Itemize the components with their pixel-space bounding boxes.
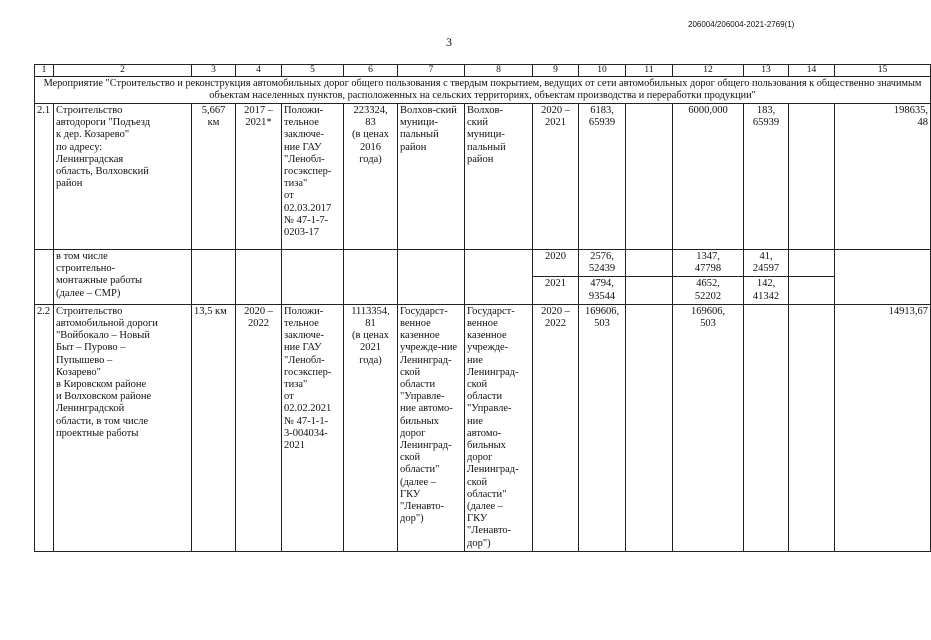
value-col11 [626,304,673,551]
value-col11 [626,250,673,277]
value-col15: 198635, 48 [835,104,931,250]
table-row-smr-2020 [35,250,931,277]
value-col14 [789,104,835,250]
value-col12: 6000,000 [673,104,744,250]
value-col11 [626,277,673,304]
table-row-2-1 [35,104,931,250]
smr-year: 2021 [533,277,579,304]
column-header: 4 [236,65,282,77]
value-col13: 183, 65939 [744,104,789,250]
customer: Волхов-ский муници- пальный район [398,104,465,250]
section-title-row [35,77,931,104]
value-col10: 4794, 93544 [579,277,626,304]
cell [236,250,282,305]
value-col12: 169606, 503 [673,304,744,551]
value-col10: 169606, 503 [579,304,626,551]
column-header: 6 [344,65,398,77]
value-col10: 2576, 52439 [579,250,626,277]
column-header: 3 [192,65,236,77]
object-name: Строительство автодороги "Подъезд к дер. Козарево" по адресу: Ленинградская область, Волховский район [54,104,192,250]
page-number: 3 [446,35,452,49]
cell [282,250,344,305]
document-number: 206004/206004-2021-2769(1) [688,20,795,29]
column-header: 1 [35,65,54,77]
cell [465,250,533,305]
value-col12: 1347, 47798 [673,250,744,277]
value-col14 [789,250,835,277]
estimated-cost: 223324, 83 (в ценах 2016 года) [344,104,398,250]
column-header: 12 [673,65,744,77]
table-row-2-2 [35,304,931,551]
row-number: 2.2 [35,304,54,551]
cell [344,250,398,305]
value-col11 [626,104,673,250]
estimated-cost: 1113354, 81 (в ценах 2021 года) [344,304,398,551]
value-col14 [789,304,835,551]
implementation-period: 2020 – 2022 [533,304,579,551]
expert-conclusion: Положи- тельное заключе- ние ГАУ "Ленобл- госэкспер- тиза" от 02.02.2021 № 47-1-1- 3-004034- 2021 [282,304,344,551]
column-header: 13 [744,65,789,77]
column-header: 9 [533,65,579,77]
value-col15: 14913,67 [835,304,931,551]
expert-conclusion: Положи- тельное заключе- ние ГАУ "Ленобл- госэкспер- тиза" от 02.03.2017 № 47-1-7- 0203-17 [282,104,344,250]
value-col13: 142, 41342 [744,277,789,304]
construction-years: 2020 – 2022 [236,304,282,551]
value-col15 [835,250,931,305]
cell [192,250,236,305]
cell [398,250,465,305]
construction-years: 2017 – 2021* [236,104,282,250]
column-header: 5 [282,65,344,77]
program-table [34,64,931,552]
column-header: 7 [398,65,465,77]
value-col14 [789,277,835,304]
value-col13: 41, 24597 [744,250,789,277]
column-header: 2 [54,65,192,77]
column-header: 14 [789,65,835,77]
value-col12: 4652, 52202 [673,277,744,304]
object-name: Строительство автомобильной дороги "Войбокало – Новый Быт – Пурово – Пупышево – Козарево" в Кировском районе и Волховском районе Ленинградской области, в том числе проектные работы [54,304,192,551]
row-number [35,250,54,305]
smr-year: 2020 [533,250,579,277]
road-length: 13,5 км [192,304,236,551]
value-col13 [744,304,789,551]
row-number: 2.1 [35,104,54,250]
developer: Государст- венное казенное учрежде- ние Ленинград- ской области "Управле- ние автомо- бильных дорог Ленинград- ской области" (далее – ГКУ "Ленавто- дор") [465,304,533,551]
implementation-period: 2020 – 2021 [533,104,579,250]
smr-label: в том числе строительно- монтажные работы (далее – СМР) [54,250,192,305]
column-header: 11 [626,65,673,77]
customer: Государст- венное казенное учрежде-ние Ленинград- ской области "Управле- ние автомо- бильных дорог Ленинград- ской области" (далее – ГКУ "Ленавто- дор") [398,304,465,551]
column-number-row [35,65,931,77]
road-length: 5,667 км [192,104,236,250]
column-header: 15 [835,65,931,77]
column-header: 10 [579,65,626,77]
column-header: 8 [465,65,533,77]
developer: Волхов- ский муници- пальный район [465,104,533,250]
section-title: Мероприятие "Строительство и реконструкция автомобильных дорог общего пользования с твердым покрытием, ведущих от сети автомобильных дорог общего пользования к общественно значимым объектам населенных пунктов, расположенных на сельских территориях, объектам производства и переработки продукции" [35,77,931,104]
value-col10: 6183, 65939 [579,104,626,250]
